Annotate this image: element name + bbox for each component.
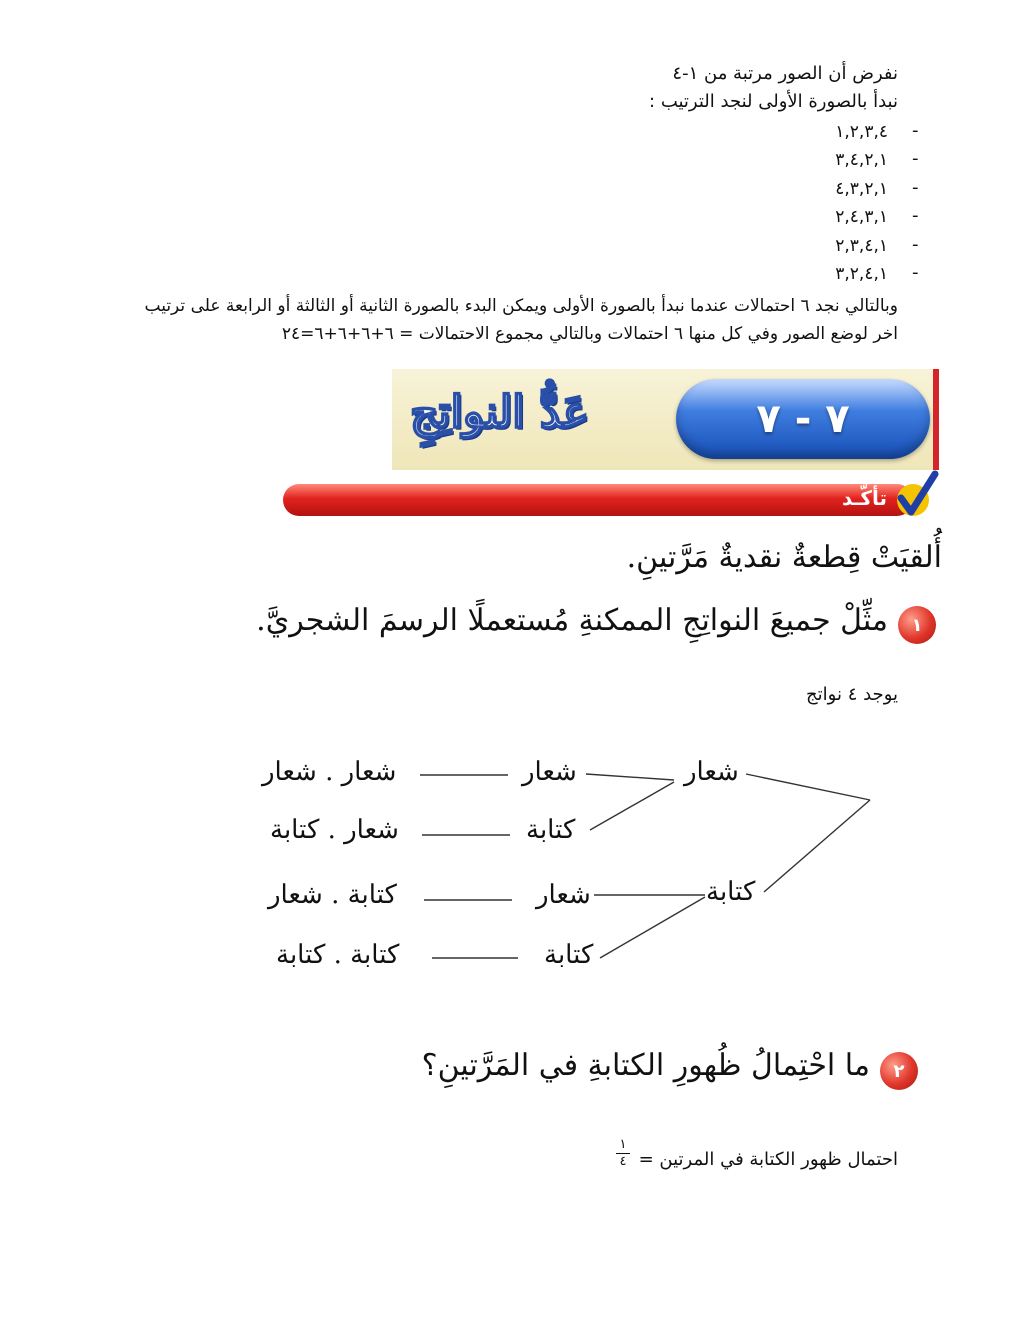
- problem-statement: أُلقيَتْ قِطعةٌ نقديةٌ مَرَّتينِ.: [626, 540, 942, 575]
- question-1-answer: يوجد ٤ نواتج: [806, 684, 898, 705]
- root-branch-top: [746, 774, 870, 800]
- fraction-denominator: ٤: [619, 1154, 627, 1169]
- order-1: ١,٢,٣,٤: [835, 122, 888, 142]
- order-6: ٣,٢,٤,١: [835, 264, 888, 284]
- tree-second-1: شعار: [522, 757, 577, 787]
- order-3: ٤,٣,٢,١: [835, 179, 888, 199]
- order-5-dash: -: [912, 234, 919, 255]
- tree-outcome-3: كتابة . شعار: [268, 880, 397, 910]
- question-2-text: ما احْتِمالُ ظُهورِ الكتابةِ في المَرَّتينِ؟: [421, 1048, 870, 1083]
- order-2-dash: -: [912, 148, 919, 169]
- order-2: ٣,٤,٢,١: [835, 150, 888, 170]
- tree-outcome-2: شعار . كتابة: [270, 815, 399, 845]
- intro-line-2: نبدأ بالصورة الأولى لنجد الترتيب :: [649, 91, 898, 112]
- order-5: ٢,٣,٤,١: [835, 236, 888, 256]
- fraction-numerator: ١: [619, 1137, 627, 1152]
- fraction-one-quarter: [616, 1138, 630, 1169]
- tree-first-heads: شعار: [684, 757, 739, 787]
- branch-1-1: [586, 774, 674, 780]
- tree-second-4: كتابة: [544, 940, 594, 970]
- lesson-title: عَدُّ النواتِجِ: [410, 387, 590, 438]
- tree-second-3: شعار: [536, 880, 591, 910]
- branch-2-2: [600, 897, 705, 958]
- order-4: ٢,٤,٣,١: [835, 207, 888, 227]
- lesson-number: ٧ - ٧: [756, 396, 850, 442]
- order-6-dash: -: [912, 262, 919, 283]
- intro-line-1: نفرض أن الصور مرتبة من ١-٤: [672, 63, 898, 84]
- tree-first-tails: كتابة: [706, 877, 756, 907]
- order-1-dash: -: [912, 120, 919, 141]
- conclusion-line-2: اخر لوضع الصور وفي كل منها ٦ احتمالات وبالتالي مجموع الاحتمالات = ٦+٦+٦+٦=٢٤: [281, 324, 898, 344]
- conclusion-line-1: وبالتالي نجد ٦ احتمالات عندما نبدأ بالصورة الأولى ويمكن البدء بالصورة الثانية أو الثالثة أو الرابعة على ترتيب: [144, 296, 898, 316]
- order-3-dash: -: [912, 177, 919, 198]
- tree-second-2: كتابة: [526, 815, 576, 845]
- order-4-dash: -: [912, 205, 919, 226]
- question-1-badge: ١: [898, 606, 936, 644]
- question-1-text: مثِّلْ جميعَ النواتِجِ الممكنةِ مُستعملًا الرسمَ الشجريَّ.: [256, 603, 888, 638]
- tree-outcome-4: كتابة . كتابة: [276, 940, 400, 970]
- branch-1-2: [590, 782, 674, 830]
- check-bar-label: تأكَّـد: [841, 486, 887, 510]
- question-2-badge: ٢: [880, 1052, 918, 1090]
- root-branch-bottom: [764, 800, 870, 892]
- tree-outcome-1: شعار . شعار: [262, 757, 397, 787]
- question-2-answer: احتمال ظهور الكتابة في المرتين =: [638, 1149, 898, 1170]
